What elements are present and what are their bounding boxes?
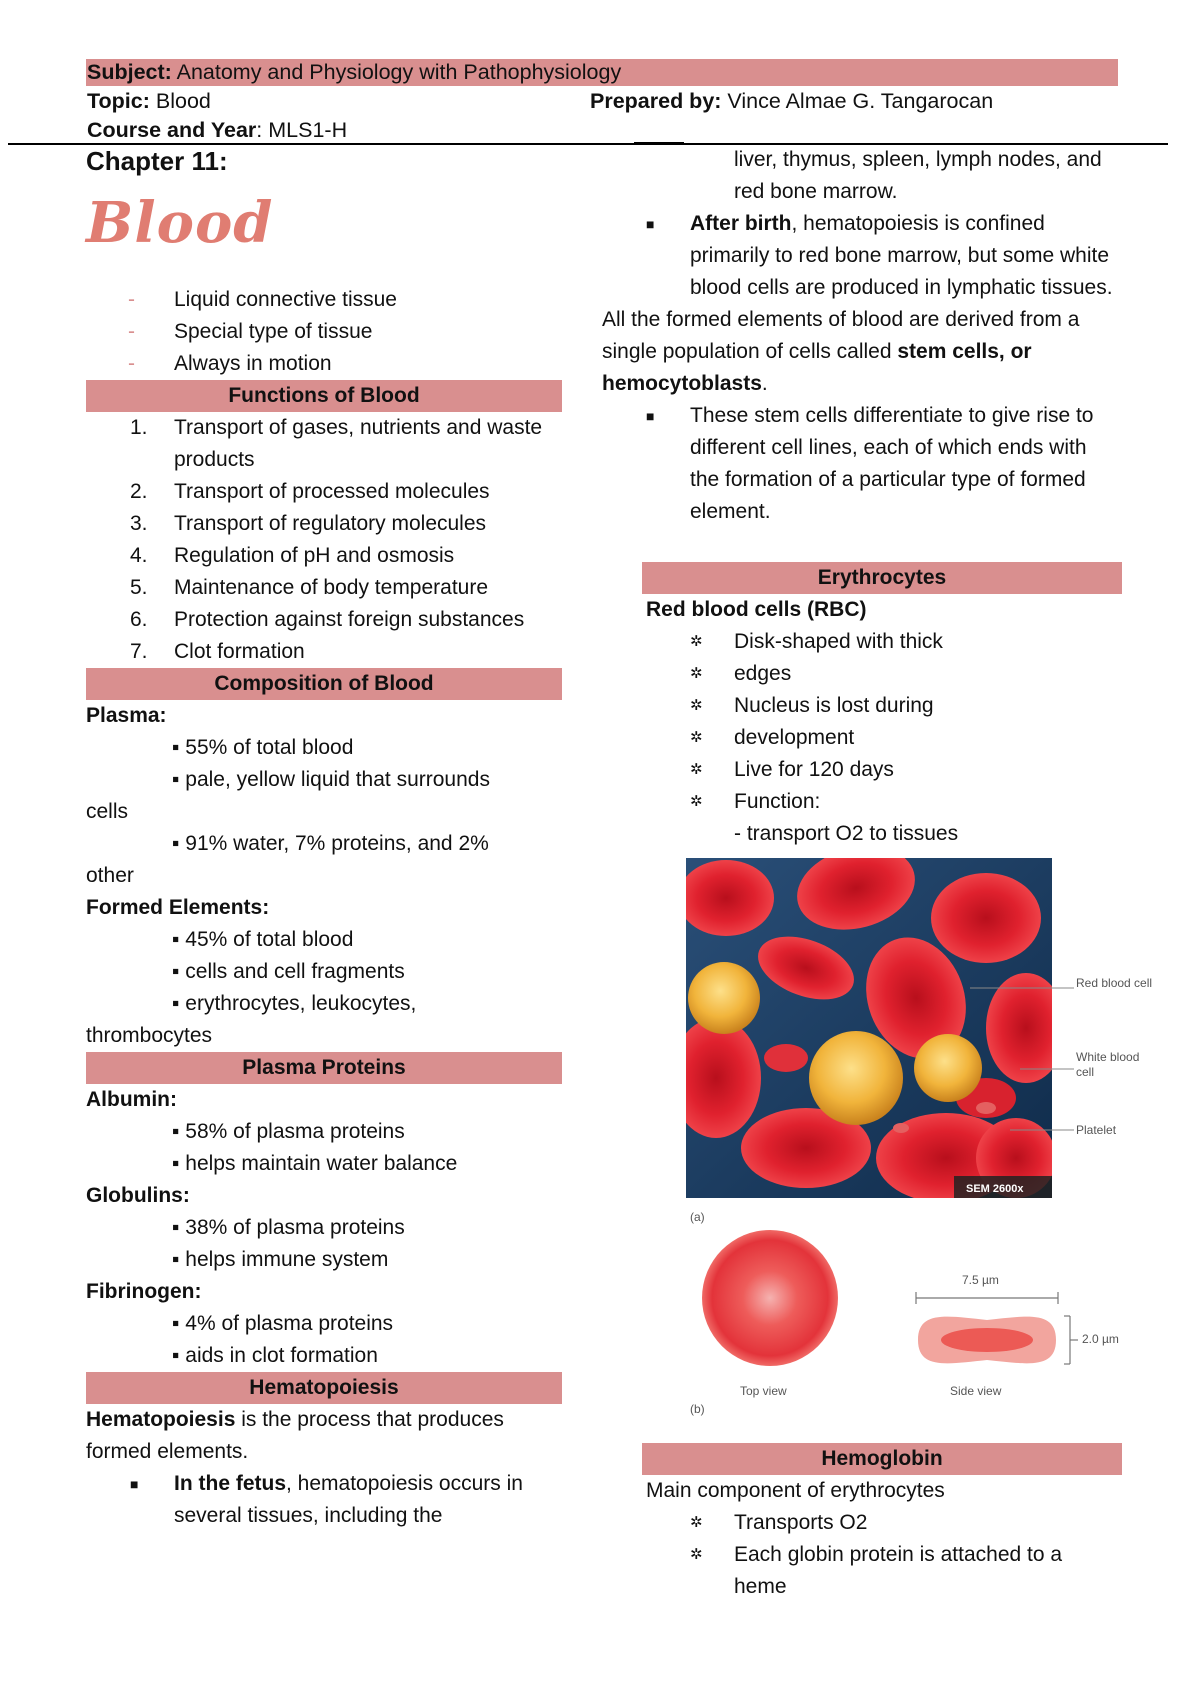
list-item: ■ These stem cells differentiate to give rise to different cell lines, each of which ends with the formation of a particular type of formed element. (646, 404, 1094, 523)
section-heading-functions: Functions of Blood (86, 380, 562, 412)
rbc-label: Red blood cells (RBC) (646, 598, 867, 621)
function-detail: - transport O2 to tissues (734, 822, 959, 845)
section-heading-plasma-proteins: Plasma Proteins (86, 1052, 562, 1084)
list-item: ▪ 55% of total blood (172, 736, 354, 759)
list-item: ▪ aids in clot formation (172, 1344, 378, 1367)
list-item: ✲ Disk-shaped with thick (690, 630, 943, 653)
label-red-blood-cell: Red blood cell (1076, 976, 1153, 990)
list-item-continuation: other (86, 864, 134, 887)
diameter-label: 7.5 µm (962, 1273, 999, 1287)
label-platelet: Platelet (1076, 1123, 1117, 1137)
stem-cell-paragraph: All the formed elements of blood are derived from a single population of cells called stem cells, or hemocytoblasts. (602, 308, 1080, 395)
list-item: - Liquid connective tissue (128, 288, 397, 311)
thickness-label: 2.0 µm (1082, 1332, 1119, 1346)
top-view-label: Top view (740, 1384, 787, 1398)
rbc-top-view-image (700, 1228, 850, 1378)
list-item: ✲ Live for 120 days (690, 758, 894, 781)
list-item-continuation: liver, thymus, spleen, lymph nodes, and red bone marrow. (734, 148, 1102, 203)
chapter-heading: Chapter 11: (86, 146, 228, 176)
sem-label: SEM 2600x (966, 1183, 1024, 1195)
list-item: ▪ helps immune system (172, 1248, 389, 1271)
list-item: 7. Clot formation (130, 640, 305, 663)
list-item: ✲ Function: (690, 790, 821, 813)
list-item: - Always in motion (128, 352, 332, 375)
figure-part-b: (b) (690, 1402, 705, 1416)
section-heading-hemoglobin: Hemoglobin (642, 1443, 1122, 1475)
list-item: ■ In the fetus, hematopoiesis occurs in several tissues, including the (130, 1472, 523, 1527)
section-heading-composition: Composition of Blood (86, 668, 562, 700)
list-item-continuation: cells (86, 800, 129, 823)
figure-part-a: (a) (690, 1210, 705, 1224)
hematopoiesis-definition: Hematopoiesis is the process that produces formed elements. (86, 1408, 504, 1463)
list-item: 6. Protection against foreign substances (130, 608, 525, 631)
prepared-line (590, 88, 993, 115)
albumin-label: Albumin: (86, 1088, 177, 1111)
list-item: ■ After birth, hematopoiesis is confined primarily to red bone marrow, but some white blood cells are produced in lymphatic tissues. (646, 212, 1113, 299)
callout-lines (950, 970, 1080, 1140)
topic-label: Topic: (87, 89, 150, 113)
intro-list (86, 284, 562, 380)
course-line (87, 117, 347, 144)
list-item: ▪ 58% of plasma proteins (172, 1120, 405, 1143)
topic-line (87, 88, 211, 115)
list-item: ▪ 4% of plasma proteins (172, 1312, 394, 1335)
list-item: ▪ 45% of total blood (172, 928, 354, 951)
left-column (86, 144, 562, 1532)
plasma-label: Plasma: (86, 704, 167, 727)
list-item: 4. Regulation of pH and osmosis (130, 544, 455, 567)
list-item: ▪ erythrocytes, leukocytes, (172, 992, 417, 1015)
list-item: 3. Transport of regulatory molecules (130, 512, 487, 535)
list-item: ▪ 91% water, 7% proteins, and 2% (172, 832, 489, 855)
list-item: - Special type of tissue (128, 320, 373, 343)
formed-elements-label: Formed Elements: (86, 896, 270, 919)
course-value: : MLS1-H (256, 118, 348, 142)
subject-label: Subject: (87, 60, 172, 84)
hemoglobin-section (642, 1443, 1122, 1603)
section-heading-hematopoiesis: Hematopoiesis (86, 1372, 562, 1404)
list-item: 2. Transport of processed molecules (130, 480, 490, 503)
topic-value: Blood (149, 89, 211, 113)
list-item: 1. Transport of gases, nutrients and waste products (130, 416, 543, 471)
list-item: ▪ helps maintain water balance (172, 1152, 458, 1175)
subject-value: Anatomy and Physiology with Pathophysiology (171, 60, 622, 84)
side-view-label: Side view (950, 1384, 1002, 1398)
list-item: ✲ Each globin protein is attached to a heme (690, 1543, 1063, 1598)
list-item-continuation: thrombocytes (86, 1024, 213, 1047)
prepared-label: Prepared by: (590, 89, 722, 113)
prepared-value: Vince Almae G. Tangarocan (721, 89, 994, 113)
list-item: ✲ edges (690, 662, 792, 685)
list-item: ▪ 38% of plasma proteins (172, 1216, 405, 1239)
hemoglobin-intro: Main component of erythrocytes (646, 1479, 945, 1502)
globulins-label: Globulins: (86, 1184, 190, 1207)
list-item: ▪ pale, yellow liquid that surrounds (172, 768, 490, 791)
page-title: Blood (86, 190, 274, 256)
section-heading-erythrocytes: Erythrocytes (642, 562, 1122, 594)
list-item: 5. Maintenance of body temperature (130, 576, 489, 599)
fibrinogen-label: Fibrinogen: (86, 1280, 202, 1303)
list-item: ✲ development (690, 726, 855, 749)
list-item: ✲ Transports O2 (690, 1511, 868, 1534)
right-column-erythrocytes (646, 562, 1122, 850)
subject-line (87, 59, 621, 86)
course-label: Course and Year (87, 118, 257, 142)
right-column-top (602, 144, 1116, 528)
list-item: ✲ Nucleus is lost during (690, 694, 934, 717)
list-item: ▪ cells and cell fragments (172, 960, 405, 983)
label-white-blood-cell: White blood cell (1076, 1050, 1140, 1079)
functions-list (86, 412, 562, 668)
